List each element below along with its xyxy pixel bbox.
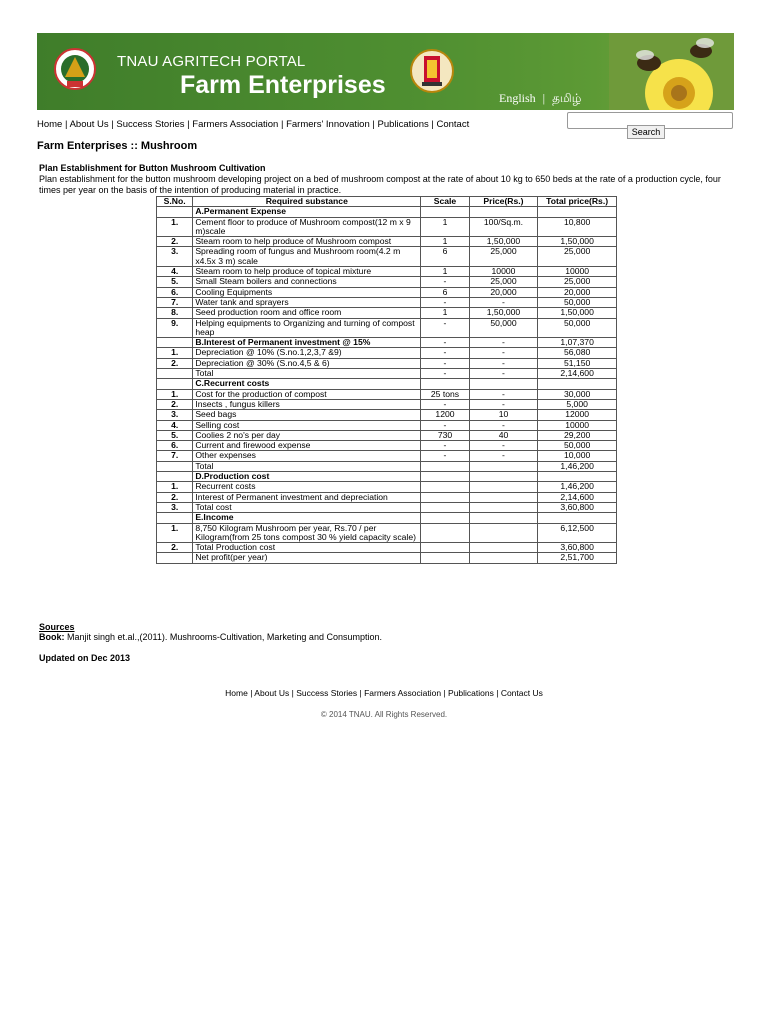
sources-section [39,622,382,642]
cell-sno: 2. [157,543,193,553]
cell-total: 2,14,600 [538,492,617,502]
table-row [157,348,617,358]
copyright: © 2014 TNAU. All Rights Reserved. [320,710,448,719]
cell-scale [421,502,469,512]
table-row [157,492,617,502]
cell-total: 20,000 [538,287,617,297]
table-row [157,217,617,237]
cell-price [469,492,538,502]
cell-substance: Total cost [193,502,421,512]
cell-total: 6,12,500 [538,523,617,543]
cell-total: 2,14,600 [538,369,617,379]
cell-scale [421,461,469,471]
table-row [157,420,617,430]
cell-sno: 6. [157,441,193,451]
col-header-price: Price(Rs.) [469,197,538,207]
table-row [157,482,617,492]
nav-success-stories[interactable]: Success Stories [116,119,185,130]
cell-total: 30,000 [538,389,617,399]
cell-price: 10000 [469,267,538,277]
cell-price [469,461,538,471]
cell-sno: 2. [157,492,193,502]
cell-sno [157,207,193,217]
cell-scale [421,543,469,553]
cell-total: 12000 [538,410,617,420]
cell-scale: 1 [421,267,469,277]
table-row [157,369,617,379]
cell-sno: 2. [157,358,193,368]
table-row [157,513,617,523]
cell-sno: 1. [157,482,193,492]
cell-total: 10,000 [538,451,617,461]
book-citation: Manjit singh et.al.,(2011). Mushrooms-Cultivation, Marketing and Consumption. [64,632,382,642]
footer-farmers-association[interactable]: Farmers Association [364,688,442,698]
portal-name: TNAU AGRITECH PORTAL [117,53,306,70]
cell-substance: D.Production cost [193,472,421,482]
table-row [157,461,617,471]
cell-scale: - [421,399,469,409]
cell-price: 1,50,000 [469,308,538,318]
cell-total [538,379,617,389]
cell-price: 100/Sq.m. [469,217,538,237]
cell-total: 1,46,200 [538,461,617,471]
cell-substance: Insects , fungus killers [193,399,421,409]
cell-price [469,513,538,523]
cell-sno: 5. [157,277,193,287]
header-banner [37,33,734,110]
cell-substance: Recurrent costs [193,482,421,492]
cell-total: 1,07,370 [538,338,617,348]
cell-scale: 6 [421,287,469,297]
cell-price: - [469,399,538,409]
cell-sno: 4. [157,267,193,277]
cell-substance: A.Permanent Expense [193,207,421,217]
cell-scale: - [421,369,469,379]
table-row [157,543,617,553]
cell-sno: 2. [157,399,193,409]
table-row [157,430,617,440]
cell-substance: Depreciation @ 30% (S.no.4,5 & 6) [193,358,421,368]
cell-scale [421,523,469,543]
cell-price: - [469,369,538,379]
nav-home[interactable]: Home [37,119,63,130]
cell-scale: - [421,348,469,358]
cell-total: 25,000 [538,247,617,267]
cell-total: 1,46,200 [538,482,617,492]
cell-scale: 1200 [421,410,469,420]
table-row [157,523,617,543]
table-row [157,553,617,563]
cost-table [156,196,617,564]
cell-substance: Cooling Equipments [193,287,421,297]
cell-price: - [469,389,538,399]
cell-total: 3,60,800 [538,502,617,512]
table-row [157,502,617,512]
cell-substance: 8,750 Kilogram Mushroom per year, Rs.70 / per Kilogram(from 25 tons compost 30 % yield capacity scale) [193,523,421,543]
flower-bees-image [609,33,734,110]
cell-scale: 1 [421,237,469,247]
cell-total: 51,150 [538,358,617,368]
cell-substance: Steam room to help produce of topical mixture [193,267,421,277]
table-row [157,297,617,307]
col-header-substance: Required substance [193,197,421,207]
cell-scale: - [421,358,469,368]
cell-substance: C.Recurrent costs [193,379,421,389]
cell-total: 2,51,700 [538,553,617,563]
cell-sno [157,461,193,471]
intro-paragraph: Plan establishment for the button mushroom developing project on a bed of mushroom compost at the rate of about 10 kg to 650 beds at the rate of a production cycle, four times per year on the basis of the intention of producing material in practice. [39,174,721,195]
cell-price: 20,000 [469,287,538,297]
cell-substance: Total Production cost [193,543,421,553]
cell-total: 29,200 [538,430,617,440]
cell-substance: Steam room to help produce of Mushroom compost [193,237,421,247]
cell-scale: - [421,441,469,451]
cell-price: - [469,451,538,461]
cell-total: 1,50,000 [538,237,617,247]
cell-total [538,513,617,523]
sources-heading: Sources [39,622,75,632]
cell-scale [421,207,469,217]
cell-substance: Total [193,461,421,471]
cell-price [469,472,538,482]
cell-scale [421,472,469,482]
cell-substance: E.Income [193,513,421,523]
cell-substance: Spreading room of fungus and Mushroom room(4.2 m x4.5x 3 m) scale [193,247,421,267]
cell-price: 10 [469,410,538,420]
document-title: Plan Establishment for Button Mushroom Cultivation [39,163,266,173]
footer-nav: Home | About Us | Success Stories | Farmers Association | Publications | Contact Us [225,688,543,698]
main-nav: Home | About Us | Success Stories | Farmers Association | Farmers' Innovation | Publications | Contact [37,119,470,130]
lang-separator: | [542,91,546,105]
cell-sno: 1. [157,348,193,358]
cell-sno [157,379,193,389]
cell-substance: Small Steam boilers and connections [193,277,421,287]
cell-scale: - [421,297,469,307]
cell-total: 5,000 [538,399,617,409]
cell-scale [421,553,469,563]
cell-sno: 8. [157,308,193,318]
cell-substance: B.Interest of Permanent investment @ 15% [193,338,421,348]
cell-price [469,543,538,553]
table-row [157,267,617,277]
cell-scale [421,379,469,389]
table-row [157,399,617,409]
cell-substance: Depreciation @ 10% (S.no.1,2,3,7 &9) [193,348,421,358]
cell-total [538,472,617,482]
footer-home[interactable]: Home [225,688,248,698]
cell-sno: 4. [157,420,193,430]
cell-sno: 1. [157,523,193,543]
table-row [157,389,617,399]
cell-substance: Coolies 2 no's per day [193,430,421,440]
cell-sno: 1. [157,389,193,399]
cell-sno: 6. [157,287,193,297]
nav-publications[interactable]: Publications [377,119,429,130]
cell-substance: Helping equipments to Organizing and turning of compost heap [193,318,421,338]
cell-scale: 730 [421,430,469,440]
search-button[interactable]: Search [627,125,665,139]
cell-substance: Cost for the production of compost [193,389,421,399]
col-header-scale: Scale [421,197,469,207]
cell-total: 50,000 [538,297,617,307]
cell-scale: - [421,318,469,338]
table-row [157,207,617,217]
cell-substance: Seed production room and office room [193,308,421,318]
cell-substance: Cement floor to produce of Mushroom compost(12 m x 9 m)scale [193,217,421,237]
cell-total [538,207,617,217]
cell-substance: Seed bags [193,410,421,420]
cell-price: 1,50,000 [469,237,538,247]
cell-total: 1,50,000 [538,308,617,318]
cell-sno: 9. [157,318,193,338]
cell-substance: Other expenses [193,451,421,461]
cell-sno [157,472,193,482]
cell-scale [421,513,469,523]
section-name: Farm Enterprises [180,71,386,99]
footer-contact-us[interactable]: Contact Us [500,688,543,698]
cell-scale: 6 [421,247,469,267]
cell-price [469,379,538,389]
lang-english-link[interactable]: English [499,91,536,105]
col-header-sno: S.No. [157,197,193,207]
nav-farmers-innovation[interactable]: Farmers' Innovation [286,119,370,130]
cell-price: - [469,441,538,451]
nav-about-us[interactable]: About Us [69,119,109,130]
cell-price [469,553,538,563]
cell-substance: Interest of Permanent investment and depreciation [193,492,421,502]
cell-scale: - [421,338,469,348]
cell-substance: Current and firewood expense [193,441,421,451]
cell-price [469,523,538,543]
cell-scale: 1 [421,308,469,318]
table-row [157,338,617,348]
table-row [157,237,617,247]
cell-sno [157,338,193,348]
table-row [157,308,617,318]
cell-scale [421,492,469,502]
cell-total: 3,60,800 [538,543,617,553]
footer-success-stories[interactable]: Success Stories [296,688,358,698]
table-row [157,358,617,368]
cell-scale: - [421,277,469,287]
table-row [157,277,617,287]
table-row [157,247,617,267]
cell-substance: Selling cost [193,420,421,430]
cell-price: 25,000 [469,277,538,287]
cell-substance: Net profit(per year) [193,553,421,563]
cell-sno [157,513,193,523]
table-row [157,451,617,461]
cell-price [469,207,538,217]
footer-about-us[interactable]: About Us [254,688,290,698]
cell-total: 10000 [538,267,617,277]
cell-scale: 25 tons [421,389,469,399]
cell-sno: 5. [157,430,193,440]
cell-price [469,482,538,492]
table-header-row [157,197,617,207]
cell-sno [157,369,193,379]
cell-scale: - [421,420,469,430]
nav-contact[interactable]: Contact [436,119,470,130]
cell-sno: 3. [157,502,193,512]
tn-government-emblem-icon [410,46,454,96]
table-row [157,410,617,420]
cell-substance: Total [193,369,421,379]
updated-date: Updated on Dec 2013 [39,653,131,663]
cell-scale [421,482,469,492]
nav-farmers-association[interactable]: Farmers Association [192,119,279,130]
cell-price [469,502,538,512]
cell-sno: 3. [157,247,193,267]
cell-total: 56,080 [538,348,617,358]
book-label: Book: [39,632,65,642]
cell-scale: - [421,451,469,461]
cell-price: - [469,358,538,368]
cell-price: 40 [469,430,538,440]
cell-price: 50,000 [469,318,538,338]
language-switcher [499,91,581,107]
cell-price: 25,000 [469,247,538,267]
lang-tamil-link[interactable]: தமிழ் [552,91,582,105]
cell-sno: 7. [157,451,193,461]
cell-scale: 1 [421,217,469,237]
cell-sno: 3. [157,410,193,420]
cell-price: - [469,420,538,430]
cell-total: 50,000 [538,441,617,451]
cell-total: 10,800 [538,217,617,237]
cell-price: - [469,348,538,358]
cell-sno: 2. [157,237,193,247]
cell-total: 25,000 [538,277,617,287]
cell-sno: 1. [157,217,193,237]
tnau-emblem-icon[interactable] [53,47,97,93]
table-row [157,379,617,389]
cell-price: - [469,338,538,348]
cell-sno: 7. [157,297,193,307]
cell-substance: Water tank and sprayers [193,297,421,307]
cell-total: 10000 [538,420,617,430]
col-header-total: Total price(Rs.) [538,197,617,207]
cell-price: - [469,297,538,307]
table-row [157,472,617,482]
table-row [157,318,617,338]
page-title: Farm Enterprises :: Mushroom [37,140,198,152]
cell-total: 50,000 [538,318,617,338]
footer-publications[interactable]: Publications [448,688,494,698]
cell-sno [157,553,193,563]
table-row [157,441,617,451]
table-row [157,287,617,297]
